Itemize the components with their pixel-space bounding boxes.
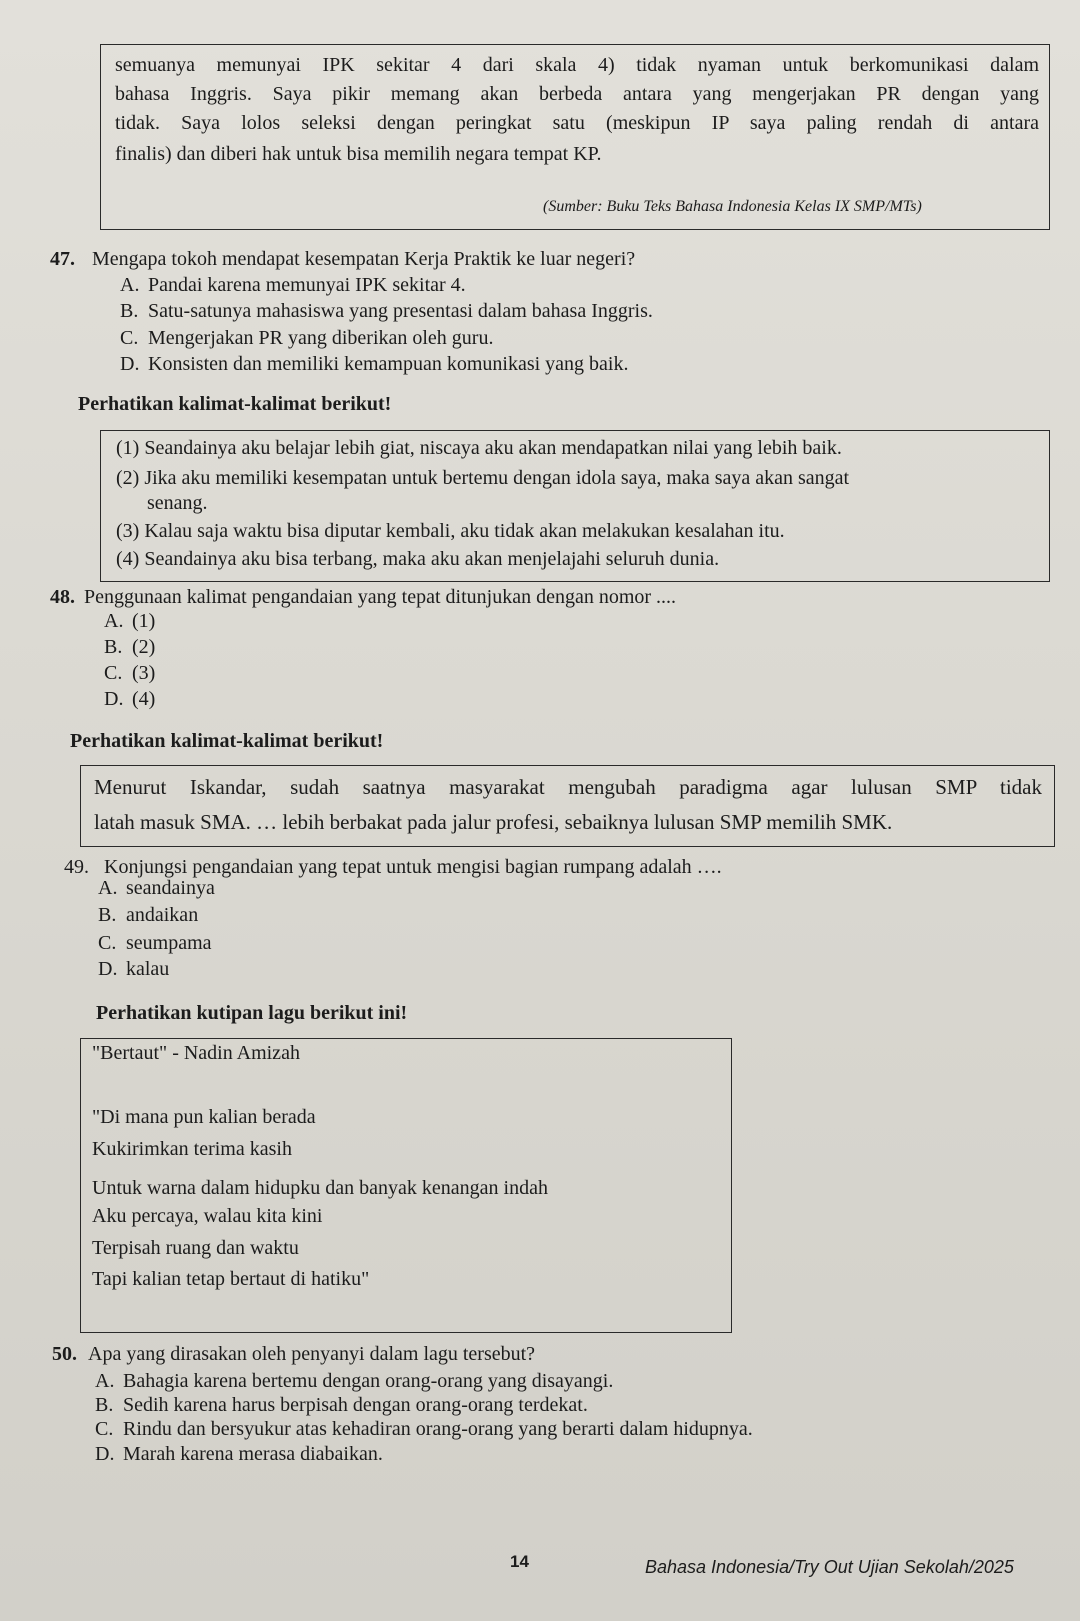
passage-line: tidak. Saya lolos seleksi dengan peringkat satu (meskipun IP saya paling rendah di antara bbox=[115, 112, 1039, 134]
sentence-line: (4) Seandainya aku bisa terbang, maka aku akan menjelajahi seluruh dunia. bbox=[116, 548, 720, 570]
song-line: "Di mana pun kalian berada bbox=[92, 1106, 316, 1128]
option-text: andaikan bbox=[126, 904, 199, 926]
option-letter: D. bbox=[104, 688, 124, 710]
song-line: Untuk warna dalam hidupku dan banyak kenangan indah bbox=[92, 1177, 548, 1199]
instruction-heading: Perhatikan kalimat-kalimat berikut! bbox=[70, 730, 384, 752]
song-line: Terpisah ruang dan waktu bbox=[92, 1237, 299, 1259]
option-text: Konsisten dan memiliki kemampuan komunikasi yang baik. bbox=[148, 353, 629, 375]
option-letter: A. bbox=[104, 610, 124, 632]
question-49-option-a[interactable] bbox=[98, 877, 215, 900]
question-47-option-a[interactable] bbox=[120, 274, 466, 297]
song-line: Tapi kalian tetap bertaut di hatiku" bbox=[92, 1268, 370, 1290]
option-letter: A. bbox=[120, 274, 140, 296]
question-48-option-a[interactable] bbox=[104, 610, 155, 633]
option-text: seandainya bbox=[126, 877, 215, 899]
option-letter: A. bbox=[95, 1370, 115, 1392]
question-50-option-b[interactable] bbox=[95, 1394, 588, 1417]
song-line: Kukirimkan terima kasih bbox=[92, 1138, 292, 1160]
option-text: (2) bbox=[132, 636, 156, 658]
option-letter: C. bbox=[104, 662, 123, 684]
passage-source: (Sumber: Buku Teks Bahasa Indonesia Kelas IX SMP/MTs) bbox=[543, 198, 922, 215]
sentence-line: senang. bbox=[147, 492, 208, 514]
passage-line: semuanya memunyai IPK sekitar 4 dari skala 4) tidak nyaman untuk berkomunikasi dalam bbox=[115, 54, 1039, 76]
option-letter: D. bbox=[95, 1443, 115, 1465]
question-50-text: Apa yang dirasakan oleh penyanyi dalam lagu tersebut? bbox=[88, 1343, 536, 1365]
song-line: Aku percaya, walau kita kini bbox=[92, 1205, 323, 1227]
option-text: Marah karena merasa diabaikan. bbox=[123, 1443, 383, 1465]
option-text: seumpama bbox=[126, 932, 212, 954]
question-49-text: Konjungsi pengandaian yang tepat untuk mengisi bagian rumpang adalah …. bbox=[104, 856, 722, 878]
question-47-option-c[interactable] bbox=[120, 327, 493, 350]
option-letter: B. bbox=[104, 636, 123, 658]
sentence-line: (2) Jika aku memiliki kesempatan untuk bertemu dengan idola saya, maka saya akan sangat bbox=[116, 467, 850, 489]
option-text: (4) bbox=[132, 688, 156, 710]
page-number: 14 bbox=[510, 1552, 529, 1571]
question-49-option-d[interactable] bbox=[98, 958, 169, 981]
sentence-line: (1) Seandainya aku belajar lebih giat, niscaya aku akan mendapatkan nilai yang lebih baik. bbox=[116, 437, 842, 459]
question-48-option-c[interactable] bbox=[104, 662, 155, 685]
question-47-text: Mengapa tokoh mendapat kesempatan Kerja Praktik ke luar negeri? bbox=[92, 248, 636, 270]
option-letter: D. bbox=[120, 353, 140, 375]
paragraph-line: latah masuk SMA. … lebih berbakat pada jalur profesi, sebaiknya lulusan SMP memilih SMK. bbox=[94, 810, 893, 834]
paragraph-line: Menurut Iskandar, sudah saatnya masyarakat mengubah paradigma agar lulusan SMP tidak bbox=[94, 775, 1042, 799]
question-50-option-a[interactable] bbox=[95, 1370, 613, 1393]
option-text: (3) bbox=[132, 662, 156, 684]
question-48-option-d[interactable] bbox=[104, 688, 155, 711]
passage-line: finalis) dan diberi hak untuk bisa memilih negara tempat KP. bbox=[115, 143, 602, 165]
option-text: Satu-satunya mahasiswa yang presentasi dalam bahasa Inggris. bbox=[148, 300, 653, 322]
question-48-number: 48. bbox=[50, 586, 75, 608]
question-47-option-b[interactable] bbox=[120, 300, 653, 323]
question-49-option-b[interactable] bbox=[98, 904, 198, 927]
option-text: (1) bbox=[132, 610, 156, 632]
option-letter: B. bbox=[95, 1394, 114, 1416]
instruction-heading: Perhatikan kutipan lagu berikut ini! bbox=[96, 1002, 408, 1024]
option-letter: A. bbox=[98, 877, 118, 899]
option-letter: C. bbox=[98, 932, 117, 954]
option-text: Pandai karena memunyai IPK sekitar 4. bbox=[148, 274, 466, 296]
question-47-number: 47. bbox=[50, 248, 75, 270]
question-49-option-c[interactable] bbox=[98, 932, 212, 955]
question-48-text: Penggunaan kalimat pengandaian yang tepat ditunjukan dengan nomor .... bbox=[84, 586, 677, 608]
option-letter: B. bbox=[98, 904, 117, 926]
option-letter: B. bbox=[120, 300, 139, 322]
option-text: Bahagia karena bertemu dengan orang-orang yang disayangi. bbox=[123, 1370, 614, 1392]
option-text: kalau bbox=[126, 958, 170, 980]
option-letter: D. bbox=[98, 958, 118, 980]
option-text: Mengerjakan PR yang diberikan oleh guru. bbox=[148, 327, 494, 349]
question-47-option-d[interactable] bbox=[120, 353, 628, 376]
question-50-number: 50. bbox=[52, 1343, 77, 1365]
question-50-option-c[interactable] bbox=[95, 1418, 753, 1441]
question-48-option-b[interactable] bbox=[104, 636, 155, 659]
option-letter: C. bbox=[120, 327, 139, 349]
option-text: Rindu dan bersyukur atas kehadiran orang-orang yang berarti dalam hidupnya. bbox=[123, 1418, 753, 1440]
question-49-number: 49. bbox=[64, 856, 89, 878]
sentence-line: (3) Kalau saja waktu bisa diputar kembali, aku tidak akan melakukan kesalahan itu. bbox=[116, 520, 785, 542]
song-title: "Bertaut" - Nadin Amizah bbox=[92, 1042, 300, 1064]
instruction-heading: Perhatikan kalimat-kalimat berikut! bbox=[78, 393, 392, 415]
question-50-option-d[interactable] bbox=[95, 1443, 383, 1466]
option-text: Sedih karena harus berpisah dengan orang-orang terdekat. bbox=[123, 1394, 588, 1416]
option-letter: C. bbox=[95, 1418, 114, 1440]
passage-line: bahasa Inggris. Saya pikir memang akan berbeda antara yang mengerjakan PR dengan yang bbox=[115, 83, 1039, 105]
footer-label: Bahasa Indonesia/Try Out Ujian Sekolah/2025 bbox=[645, 1557, 1014, 1577]
